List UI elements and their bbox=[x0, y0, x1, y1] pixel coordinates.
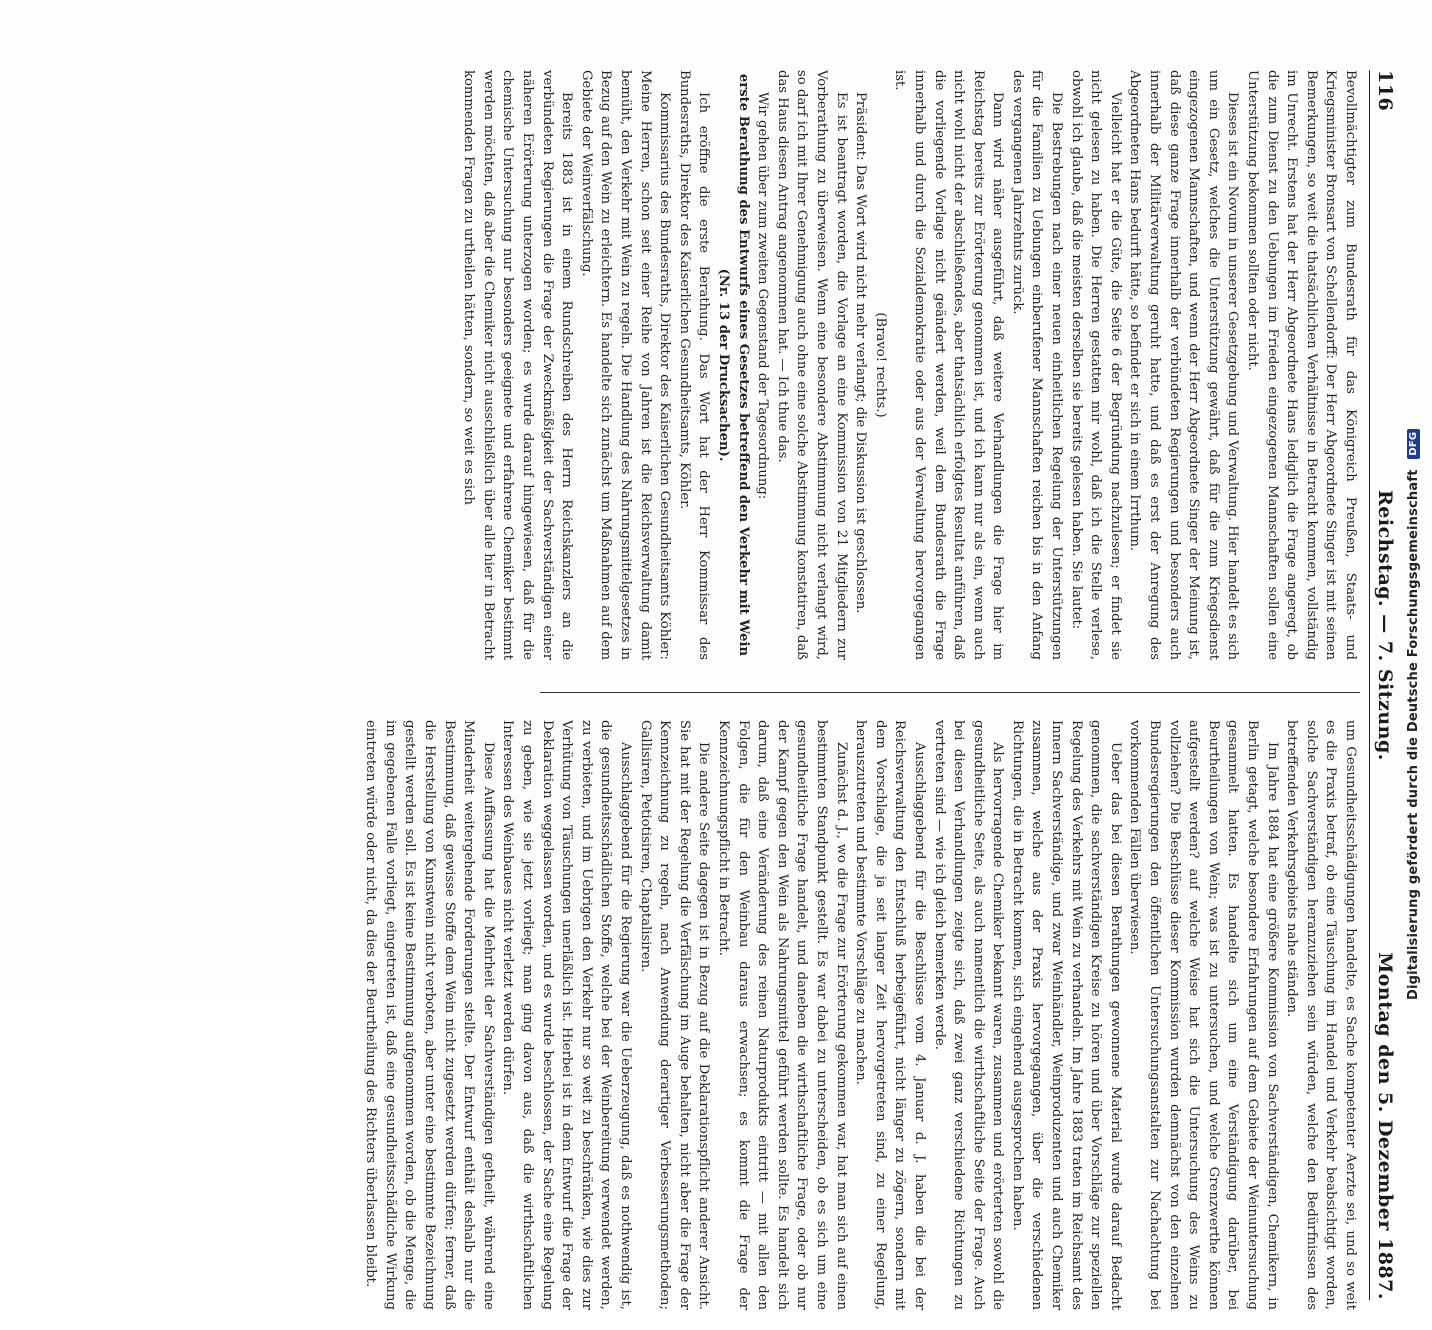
paragraph: Dann wird näher ausgeführt, daß weitere Verhandlungen die Frage hier im Reichstag bereits zur Erörterung genommen ist, und ich kann nur als ein, wenn auch nicht wohl nicht der abschließendes, aber thatsächlich erfolgtes Resultat anführen, daß die vorliegende Vorlage nicht geändert werden, weil dem Bundesrath die Frage innerhalb und durch die Sozialdemokratie oder aus der Verwaltung hervorgegangen ist. bbox=[892, 70, 1006, 660]
paragraph: Die andere Seite dagegen ist in Bezug auf die Deklarationspflicht anderer Ansicht. Sie hat mit der Regelung die Verfälschung im Auge behalten, nicht aber die Frage der Kennzeichnung zu regeln, nach Anwendung derartiger Verbesserungsmethoden; Gallisiren, Petiotisiren, Chaptalisiren. bbox=[637, 720, 712, 1310]
paragraph: Bevollmächtigter zum Bundesrath für das Königreich Preußen, Staats- und Kriegsminister Bronsart von Schellendorff: Der Herr Abgeordnete Singer ist mit seinen Bemerkungen, so weit die thatsächlichen Verhältnisse in Betracht kommen, vollständig im Unrecht. Erstens hat der Herr Abgeordnete Hans lediglich die Frage angeregt, ob die zum Dienst zu den Uebungen im Frieden eingezogenen Mannschaften sollen eine Unterstützung bekommen sollten oder nicht. bbox=[1245, 70, 1358, 660]
paragraph: Als hervorragende Chemiker bekannt waren, zusammen und erörterten sowohl die gesundheitliche Seite, als auch namentlich die wirthschaftliche Seite der Frage. Auch bei diesen Verhandlungen zeigte sich, daß zwei ganz verschiedene Richtungen zu vertreten sind — wie ich gleich bemerken werde. bbox=[931, 720, 1006, 1310]
paragraph: Kommissarius des Bundesraths, Direktor des Kaiserlichen Gesundheitsamts Köhler: Meine Herren, schon seit einer Reihe von Jahren ist die Reichsverwaltung damit bemüht, den Verkehr mit Wein zu regeln. Die Handlung des Nahrungsmittelgesetzes in Bezug auf den Wein zu erleichtern. Es handelte sich zunächst um Maßnahmen auf dem Gebiete der Weinverfälschung. bbox=[578, 70, 673, 660]
right-column bbox=[363, 720, 1360, 1310]
paragraph: Diese Auffassung hat die Mehrheit der Sachverständigen getheilt, während eine Minderheit weitergehende Forderungen stellte. Der Entwurf enthält deshalb nur die Bestimmung, daß gewisse Stoffe dem Wein nicht zugesetzt werden dürfen; ferner, daß die Herstellung von Kunstwein nicht verboten, aber unter eine bestimmte Bezeichnung gestellt werden soll. Es ist keine Bestimmung aufgenommen worden, ob die Menge, die im gegebenen Falle vorliegt, eingetreten ist, daß eine gesundheitsschädliche Wirkung eintreten würde oder nicht, da dies der Beurtheilung des Richters überlassen bleibt. bbox=[363, 720, 496, 1310]
header-title: Reichstag. — 7. Sitzung. bbox=[1374, 490, 1396, 761]
paragraph: Bereits 1883 ist in einem Rundschreiben des Herrn Reichskanzlers an die verbündeten Regierungen die Frage der Zweckmäßigkeit der Sachverständigen einer näheren Erörterung unterzogen worden; es wurde darauf hingewiesen, daß für die chemische Untersuchung nur besonders geeignete und erfahrene Chemiker bestimmt werden möchten, daß aber die Chemiker nicht ausschließlich über alle hier in Betracht kommenden Fragen zu urtheilen hätten, sondern, so weit es sich bbox=[461, 70, 575, 660]
page-number: 116 bbox=[1374, 70, 1396, 112]
credit-text: Digitalisierung gefördert durch die Deutsche Forschungsgemeinschaft bbox=[1406, 469, 1421, 1000]
paragraph: Wir gehen über zum zweiten Gegenstand der Tagesordnung: bbox=[755, 92, 771, 500]
left-column bbox=[461, 70, 1360, 660]
rotated-page-content bbox=[363, 40, 1400, 1330]
agenda-item-heading: erste Berathung des Entwurfs eines Gesetzes betreffend den Verkehr mit Wein (Nr. 13 der Drucksachen). bbox=[716, 73, 751, 657]
dfg-logo: DFG bbox=[1407, 429, 1420, 459]
quote-paragraph: Die Bestrebungen nach einer neuen einheitlichen Regelung der Unterstützungen für die Familien zu Uebungen einberufener Mannschaften reichen bis in den Anfang des vergangenen Jahrzehnts zurück. bbox=[1009, 70, 1065, 660]
paragraph: Ich eröffne die erste Berathung. Das Wort hat der Herr Kommissar des Bundesraths, Direktor des Kaiserlichen Gesundheitsamts, Köhler. bbox=[676, 70, 712, 660]
paragraph: Es ist beantragt worden, die Vorlage an eine Kommission von 21 Mitgliedern zur Vorberathung zu überweisen. Wenn eine besondere Abstimmung nicht verlangt wird, so darf ich mit Ihrer Genehmigung auch ohne eine solche Abstimmung konstatiren, daß das Haus diesen Antrag angenommen hat. — Ich thue das. bbox=[774, 70, 849, 660]
paragraph: Zunächst d. J., wo die Frage zur Erörterung gekommen war, hat man sich auf einen bestimmten Standpunkt gestellt. Es war dabei zu unterscheiden, ob es sich um eine gesundheitliche Frage handelt, und daneben die wirthschaftliche Frage, oder ob nur der Kampf gegen den Wein als Nahrungsmittel geführt werden sollte. Es handelt sich darum, daß eine Veränderung des reinen Naturprodukts eintritt — mit allen den Folgen, die für den Weinbau daraus erwachsen; es kommt die Frage der Kennzeichnungspflicht in Betracht. bbox=[716, 720, 849, 1310]
paragraph: Dieses ist ein Novum in unserer Gesetzgebung und Verwaltung. Hier handelt es sich um ein Gesetz, welches die Unterstützung gewährt, daß für die zum Kriegsdienst eingezogenen Mannschaften, und wenn der Herr Abgeordnete Singer der Meinung ist, daß diese ganze Frage innerhalb der verbündeten Regierungen und besonders auch innerhalb der Militärverwaltung geruht hatte, und daß es erst der Anregung des Abgeordneten Hans bedurft hätte, so befindet er sich in einem Irrthum. bbox=[1127, 70, 1241, 660]
header-date: Montag den 5. Dezember 1887. bbox=[1374, 952, 1396, 1300]
applause-note: (Bravo! rechts.) bbox=[872, 312, 888, 418]
paragraph: Vielleicht hat er die Güte, die Seite 6 der Begründung nachzulesen; er findet sie nicht gelesen zu haben. Die Herren gestatten mir wohl, daß ich die Stelle verlese, obwohl ich glaube, daß die meisten derselben sie bereits gelesen haben. Sie lautet: bbox=[1068, 70, 1123, 660]
paragraph: um Gesundheitsschädigungen handelte, es Sache kompetenter Aerzte sei, und so weit es die Praxis betraf, ob eine Täuschung im Handel und Verkehr beabsichtigt worden, solche Sachverständigen heranzuziehen sein würden, welche den Bedürfnissen des betreffenden Verkehrsgebiets nahe ständen. bbox=[1284, 720, 1358, 1310]
digitization-credit bbox=[1406, 10, 1428, 1000]
paragraph: Ausschlaggebend für die Beschlüsse vom 4. Januar d. J. haben die bei der Reichsverwaltung den Entschluß herbeigeführt, nicht länger zu zögern, sondern mit dem Vorschlage, die ja seit langer Zeit hervorgetreten sind, zu einer Regelung, herauszutreten und bestimmte Vorschläge zu machen. bbox=[853, 720, 927, 1310]
paragraph: Im Jahre 1884 hat eine größere Kommission von Sachverständigen, Chemikern, in Berlin getagt, welche besondere Erfahrungen auf dem Gebiete der Weinuntersuchung gesammelt hatten. Es handelte sich um eine Verständigung darüber, bei Beurtheilungen von Wein; was ist zu untersuchen, und welche Grenzwerthe können aufgestellt werden? auf welche Weise hat sich die Untersuchung des Weins zu vollziehen? Die Beschlüsse dieser Kommission wurden demnächst von den einzelnen Bundesregierungen den öffentlichen Untersuchungsanstalten zur Nachachtung bei vorkommenden Fällen überwiesen. bbox=[1127, 720, 1280, 1310]
running-header bbox=[1369, 70, 1400, 1300]
paragraph: Präsident: Das Wort wird nicht mehr verlangt; die Diskussion ist geschlossen. bbox=[853, 92, 869, 614]
paragraph: Ueber das bei diesen Berathungen gewonnene Material wurde darauf Bedacht genommen, die sachverständigen Kreise zu hören und über Vorschläge zur speziellen Regelung des Verkehrs mit Wein zu verhandeln. Im Jahre 1883 traten im Reichsamt des Innern Sachverständige, und zwar Weinhändler, Weinproduzenten und auch Chemiker zusammen, welche aus der Praxis hervorgegangen, über die verschiedenen Richtungen, die in Betracht kommen, sich eingehend ausgesprochen haben. bbox=[1009, 720, 1123, 1310]
column-divider bbox=[540, 692, 1360, 693]
paragraph: Ausschlaggebend für die Regierung war die Ueberzeugung, daß es nothwendig ist, die gesundheitsschädlichen Stoffe, welche bei der Weinbereitung verwendet werden, zu verbieten, und im Uebrigen den Verkehr nur so weit zu beschränken, wie dies zur Verhütung von Täuschungen unerläßlich ist. Hierbei ist in dem Entwurf die Frage der Deklaration weggelassen worden, und es wurde beschlossen, der Sache eine Regelung zu geben, wie sie jetzt vorliegt; man ging davon aus, daß die wirthschaftlichen Interessen des Weinbaues nicht verletzt werden dürfen. bbox=[500, 720, 634, 1310]
